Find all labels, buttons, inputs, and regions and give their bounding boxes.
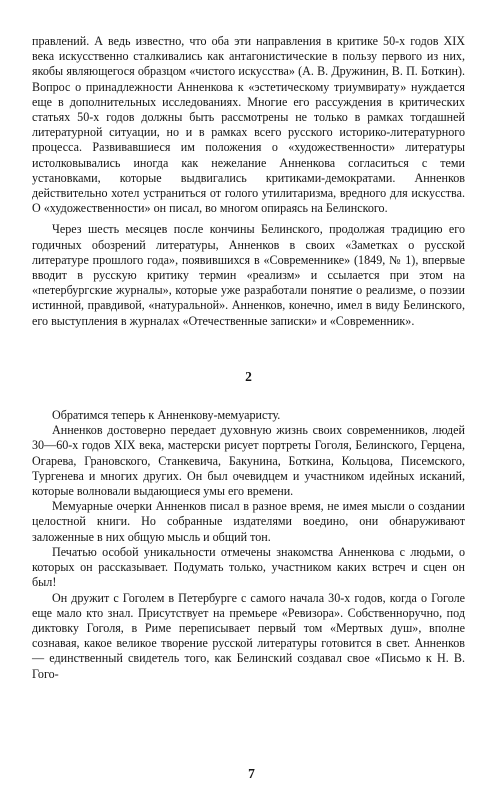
paragraph: Обратимся теперь к Анненкову-мемуаристу. <box>52 408 281 423</box>
paragraph: правлений. А ведь известно, что оба эти направления в критике 50-х годов XIX века искусственно сталкивались как антагонистические в пользу первого из них, якобы являющегося образцом «чистого искусства» (А. В. Дружинин, В. П. Боткин). Вопрос о принадлежности Анненкова к «эстетическому триумвирату» нуждается еще в дополнительных исследованиях. Многие его рассуждения в критических статьях 50-х годов должны быть рассмотрены не только в рамках тогдашней литературной ситуации, но и в рамках всего русского историко-литературного процесса. Развивавшиеся им положения о «художественности» литературы истолковывались иногда как нежелание Анненкова согласиться с теми установками, которые выдвигались критиками-демократами. Анненков действительно хотел устраниться от голого утилитаризма, вредного для искусства. О «художественности» он писал, во многом опираясь на Белинского. <box>32 34 465 216</box>
paragraph: Анненков достоверно передает духовную жизнь своих современников, людей 30—60-х годов XIX века, мастерски рисует портреты Гоголя, Белинского, Герцена, Огарева, Грановского, Станкевича, Бакунина, Боткина, Кольцова, Писемского, Тургенева и многих других. Он был очевидцем и участником идейных исканий, которые волновали выдающиеся умы его времени. <box>32 423 465 499</box>
paragraph: Через шесть месяцев после кончины Белинского, продолжая традицию его годичных обозрений литературы, Анненков в своих «Заметках о русской литературе прошлого года», появившихся в «Современнике» (1849, № 1), впервые вводит в русскую критику термин «реализм» и ссылается при этом на «петербургские журналы», которые уже разработали понятие о реализме, о поэзии истинной, правдивой, «натуральной». Анненков, конечно, имел в виду Белинского, его выступления в журналах «Отечественные записки» и «Современник». <box>32 222 465 328</box>
paragraph: Печатью особой уникальности отмечены знакомства Анненкова с людьми, о которых он рассказывает. Подумать только, участником каких встреч и сцен он был! <box>32 544 465 590</box>
section-number: 2 <box>245 368 252 384</box>
paragraph: Мемуарные очерки Анненков писал в разное время, не имея мысли о создании целостной книги. Но собранные издателями воедино, они обнаруживают заложенные в них общую мысль и общий тон. <box>32 499 465 544</box>
paragraph: Он дружит с Гоголем в Петербурге с самого начала 30-х годов, когда о Гоголе еще мало кто знал. Присутствует на премьере «Ревизора». Собственноручно, под диктовку Гоголя, в Риме переписывает первый том «Мертвых душ», вполне сознавая, какое великое творение русской литературы готовится в свет. Анненков — единственный свидетель того, как Белинский создавал свое «Письмо к Н. В. Гого- <box>32 590 465 681</box>
page-number: 7 <box>248 766 255 781</box>
